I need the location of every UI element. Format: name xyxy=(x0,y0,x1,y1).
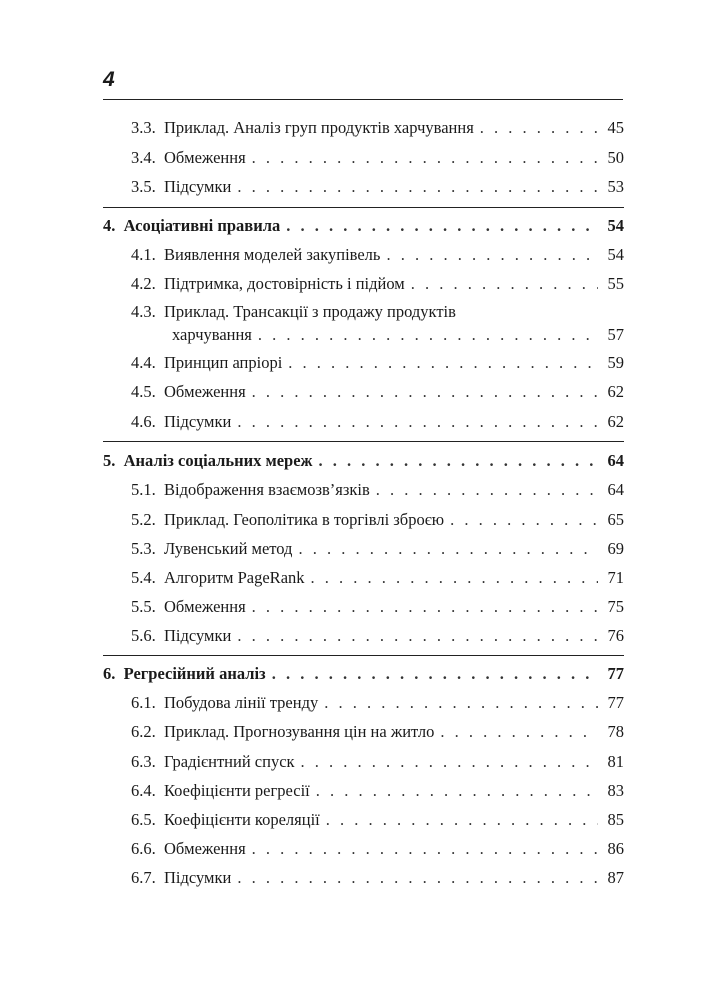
toc-entry-title: Обмеження xyxy=(164,839,246,858)
toc-entry-title: Відображення взаємозв’язків xyxy=(164,480,370,499)
toc-chapter-number: 6. xyxy=(103,664,116,683)
chapter-separator xyxy=(103,207,624,208)
toc-entry-number: 6.4. xyxy=(131,781,156,800)
toc-entry-page: 62 xyxy=(607,382,624,401)
leader-dots xyxy=(376,480,598,500)
toc-entry-number: 4.6. xyxy=(131,412,156,431)
leader-dots xyxy=(440,722,598,742)
chapter-separator xyxy=(103,441,624,442)
leader-dots xyxy=(286,216,598,236)
toc-entry-page: 83 xyxy=(607,781,624,800)
toc-entry-page: 62 xyxy=(607,412,624,431)
toc-entry-4-3-line2[interactable] xyxy=(172,325,624,345)
toc-entry-title: Принцип апріорі xyxy=(164,353,283,372)
toc-entry-title: Коефіцієнти кореляції xyxy=(164,810,320,829)
toc-chapter-page: 54 xyxy=(607,216,624,235)
leader-dots xyxy=(450,510,598,530)
toc-entry-number: 6.5. xyxy=(131,810,156,829)
toc-entry-title-continued: харчування xyxy=(172,325,252,344)
toc-entry-title: Обмеження xyxy=(164,382,246,401)
toc-chapter-6[interactable] xyxy=(103,664,624,684)
toc-entry-number: 4.5. xyxy=(131,382,156,401)
toc-entry-3-5[interactable] xyxy=(131,177,624,197)
toc-entry-page: 81 xyxy=(607,752,624,771)
toc-entry-3-3[interactable] xyxy=(131,118,624,138)
leader-dots xyxy=(298,539,598,559)
toc-entry-title: Підсумки xyxy=(164,177,232,196)
leader-dots xyxy=(237,412,598,432)
toc-entry-4-4[interactable] xyxy=(131,353,624,373)
leader-dots xyxy=(272,664,598,684)
toc-chapter-number: 4. xyxy=(103,216,116,235)
toc-entry-number: 6.2. xyxy=(131,722,156,741)
toc-entry-title: Приклад. Трансакції з продажу продуктів xyxy=(164,302,456,321)
toc-entry-4-5[interactable] xyxy=(131,382,624,402)
toc-entry-number: 4.1. xyxy=(131,245,156,264)
toc-entry-number: 6.6. xyxy=(131,839,156,858)
toc-entry-page: 53 xyxy=(607,177,624,196)
leader-dots xyxy=(252,148,598,168)
toc-entry-number: 5.5. xyxy=(131,597,156,616)
toc-entry-page: 54 xyxy=(607,245,624,264)
toc-entry-title: Обмеження xyxy=(164,597,246,616)
page-number: 4 xyxy=(103,68,115,91)
toc-entry-page: 57 xyxy=(607,325,624,344)
leader-dots xyxy=(237,177,598,197)
leader-dots xyxy=(258,325,598,345)
toc-entry-number: 5.4. xyxy=(131,568,156,587)
toc-chapter-4[interactable] xyxy=(103,216,624,236)
toc-entry-title: Лувенський метод xyxy=(164,539,293,558)
toc-entry-title: Приклад. Прогнозування цін на житло xyxy=(164,722,435,741)
leader-dots xyxy=(411,274,598,294)
toc-entry-title: Градієнтний спуск xyxy=(164,752,295,771)
toc-entry-number: 5.6. xyxy=(131,626,156,645)
toc-entry-page: 65 xyxy=(607,510,624,529)
toc-entry-4-1[interactable] xyxy=(131,245,624,265)
toc-entry-page: 59 xyxy=(607,353,624,372)
leader-dots xyxy=(311,568,598,588)
leader-dots xyxy=(237,626,598,646)
toc-entry-title: Обмеження xyxy=(164,148,246,167)
toc-entry-title: Коефіцієнти регресії xyxy=(164,781,310,800)
toc-entry-page: 78 xyxy=(607,722,624,741)
toc-entry-6-2[interactable] xyxy=(131,722,624,742)
toc-entry-6-7[interactable] xyxy=(131,868,624,888)
leader-dots xyxy=(319,451,599,471)
toc-chapter-page: 77 xyxy=(607,664,624,683)
toc-entry-number: 4.2. xyxy=(131,274,156,293)
leader-dots xyxy=(252,839,598,859)
leader-dots xyxy=(316,781,598,801)
leader-dots xyxy=(324,693,598,713)
toc-entry-page: 85 xyxy=(607,810,624,829)
toc-entry-number: 5.3. xyxy=(131,539,156,558)
toc-entry-number: 3.3. xyxy=(131,118,156,137)
toc-entry-page: 75 xyxy=(607,597,624,616)
toc-chapter-number: 5. xyxy=(103,451,116,470)
toc-entry-5-6[interactable] xyxy=(131,626,624,646)
toc-entry-3-4[interactable] xyxy=(131,148,624,168)
leader-dots xyxy=(326,810,598,830)
toc-entry-4-2[interactable] xyxy=(131,274,624,294)
toc-entry-page: 55 xyxy=(607,274,624,293)
toc-entry-4-3-line1[interactable] xyxy=(131,302,456,322)
leader-dots xyxy=(480,118,598,138)
toc-chapter-page: 64 xyxy=(607,451,624,470)
toc-chapter-title: Регресійний аналіз xyxy=(123,664,266,683)
toc-entry-page: 71 xyxy=(607,568,624,587)
toc-entry-6-3[interactable] xyxy=(131,752,624,772)
toc-entry-title: Підсумки xyxy=(164,626,232,645)
toc-entry-number: 4.3. xyxy=(131,302,156,321)
toc-entry-title: Виявлення моделей закупівель xyxy=(164,245,381,264)
toc-entry-page: 50 xyxy=(607,148,624,167)
toc-entry-title: Підтримка, достовірність і підйом xyxy=(164,274,405,293)
toc-entry-page: 86 xyxy=(607,839,624,858)
toc-entry-page: 87 xyxy=(607,868,624,887)
toc-entry-5-1[interactable] xyxy=(131,480,624,500)
leader-dots xyxy=(237,868,598,888)
toc-entry-number: 5.1. xyxy=(131,480,156,499)
toc-entry-page: 77 xyxy=(607,693,624,712)
leader-dots xyxy=(288,353,598,373)
toc-entry-title: Приклад. Аналіз груп продуктів харчування xyxy=(164,118,474,137)
toc-entry-5-2[interactable] xyxy=(131,510,624,530)
toc-entry-page: 76 xyxy=(607,626,624,645)
toc-chapter-title: Аналіз соціальних мереж xyxy=(123,451,313,470)
toc-entry-title: Побудова лінії тренду xyxy=(164,693,319,712)
toc-entry-6-1[interactable] xyxy=(131,693,624,713)
toc-entry-5-5[interactable] xyxy=(131,597,624,617)
toc-entry-number: 4.4. xyxy=(131,353,156,372)
toc-entry-6-5[interactable] xyxy=(131,810,624,830)
toc-entry-title: Приклад. Геополітика в торгівлі зброєю xyxy=(164,510,445,529)
toc-entry-number: 5.2. xyxy=(131,510,156,529)
leader-dots xyxy=(301,752,598,772)
leader-dots xyxy=(252,597,598,617)
toc-entry-page: 64 xyxy=(607,480,624,499)
toc-chapter-title: Асоціативні правила xyxy=(123,216,281,235)
leader-dots xyxy=(386,245,598,265)
toc-entry-number: 3.4. xyxy=(131,148,156,167)
toc-entry-title: Підсумки xyxy=(164,412,232,431)
toc-chapter-5[interactable] xyxy=(103,451,624,471)
toc-entry-number: 6.7. xyxy=(131,868,156,887)
toc-entry-5-3[interactable] xyxy=(131,539,624,559)
toc-entry-6-6[interactable] xyxy=(131,839,624,859)
toc-entry-5-4[interactable] xyxy=(131,568,624,588)
toc-entry-page: 69 xyxy=(607,539,624,558)
toc-entry-6-4[interactable] xyxy=(131,781,624,801)
toc-entry-title: Алгоритм PageRank xyxy=(164,568,305,587)
toc-entry-number: 3.5. xyxy=(131,177,156,196)
toc-entry-title: Підсумки xyxy=(164,868,232,887)
toc-entry-page: 45 xyxy=(607,118,624,137)
toc-entry-4-6[interactable] xyxy=(131,412,624,432)
toc-entry-number: 6.1. xyxy=(131,693,156,712)
leader-dots xyxy=(252,382,598,402)
toc-entry-number: 6.3. xyxy=(131,752,156,771)
chapter-separator xyxy=(103,655,624,656)
